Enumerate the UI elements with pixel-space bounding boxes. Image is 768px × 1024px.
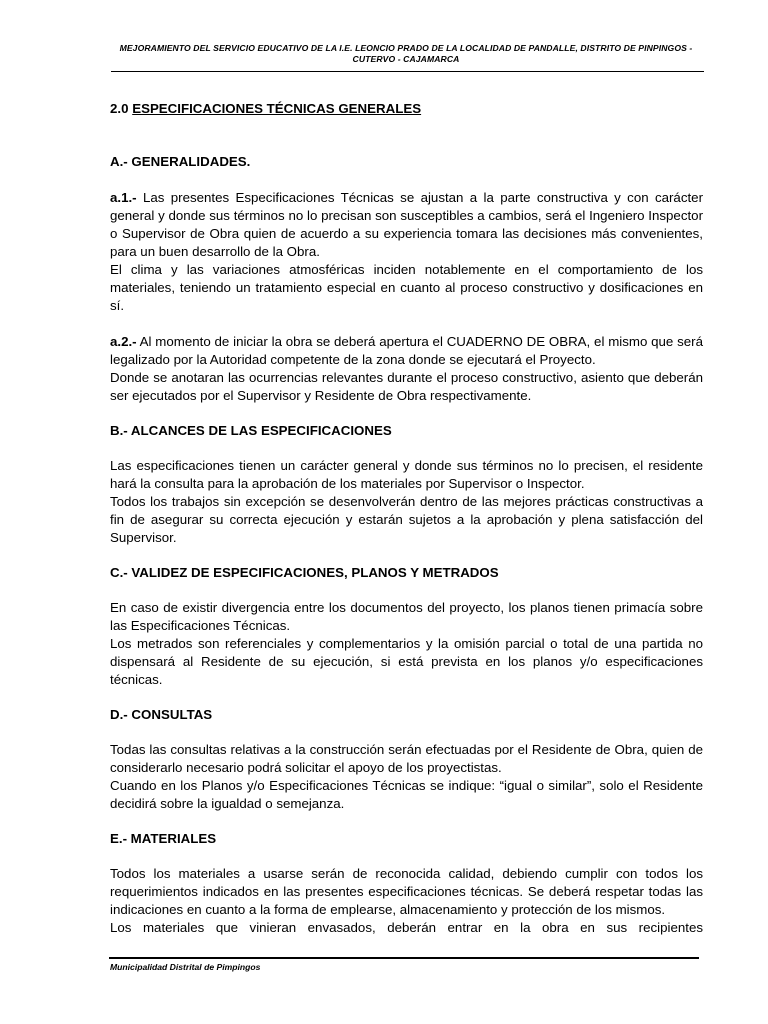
paragraph-a1-text: Las presentes Especificaciones Técnicas se ajustan a la parte constructiva y con carácter general y donde sus términos no lo precisan son susceptibles a cambios, será el Ingeniero Inspector o Supervisor de Obra quien de acuerdo a su experiencia tomara las decisiones más convenientes, para un buen desarrollo de la Obra. — [110, 190, 703, 259]
paragraph-a2-ocurrencias: Donde se anotaran las ocurrencias relevantes durante el proceso constructivo, asiento que deberán ser ejecutados por el Supervisor y Residente de Obra respectivamente. — [110, 370, 703, 403]
paragraph-a1-label: a.1.- — [110, 190, 137, 205]
paragraph-a1-clima: El clima y las variaciones atmosféricas inciden notablemente en el comportamiento de los materiales, teniendo un tratamiento especial en cuanto al proceso constructivo y dosificaciones en sí. — [110, 262, 703, 313]
heading-validez: C.- VALIDEZ DE ESPECIFICACIONES, PLANOS Y METRADOS — [110, 565, 499, 580]
paragraph-a2 — [110, 333, 703, 369]
page-header-title: MEJORAMIENTO DEL SERVICIO EDUCATIVO DE LA I.E. LEONCIO PRADO DE LA LOCALIDAD DE PANDALLE, DISTRITO DE PINPINGOS - CUTERVO - CAJAMARCA — [119, 43, 693, 64]
heading-materiales: E.- MATERIALES — [110, 831, 217, 846]
paragraph-d1: Todas las consultas relativas a la construcción serán efectuadas por el Residente de Obra, quien de considerarlo necesario podrá solicitar el apoyo de los proyectistas. — [110, 742, 703, 775]
heading-consultas: D.- CONSULTAS — [110, 707, 213, 722]
paragraph-e1: Todos los materiales a usarse serán de reconocida calidad, debiendo cumplir con todos los requerimientos indicados en las presentes especificaciones técnicas. Se deberá respetar todas las indicaciones en cuanto a la forma de emplearse, almacenamiento y protección de los mismos. — [110, 866, 703, 917]
heading-generalidades: A.- GENERALIDADES. — [110, 154, 251, 169]
paragraph-a1 — [110, 189, 703, 261]
document-body — [110, 100, 703, 937]
paragraph-d2: Cuando en los Planos y/o Especificaciones Técnicas se indique: “igual o similar”, solo el Residente decidirá sobre la igualdad o semejanza. — [110, 778, 703, 811]
section-title — [110, 100, 703, 118]
paragraph-a2-text: Al momento de iniciar la obra se deberá apertura el CUADERNO DE OBRA, el mismo que será legalizado por la Autoridad competente de la zona donde se ejecutará el Proyecto. — [110, 334, 703, 367]
paragraph-e2: Los materiales que vinieran envasados, deberán entrar en la obra en sus recipientes — [110, 920, 703, 935]
page-footer: Municipalidad Distrital de Pimpingos — [110, 962, 261, 972]
paragraph-c1: En caso de existir divergencia entre los documentos del proyecto, los planos tienen primacía sobre las Especificaciones Técnicas. — [110, 600, 703, 633]
section-title-text: ESPECIFICACIONES TÉCNICAS GENERALES — [132, 101, 422, 116]
paragraph-a2-label: a.2.- — [110, 334, 137, 349]
paragraph-b2: Todos los trabajos sin excepción se desenvolverán dentro de las mejores prácticas constructivas a fin de asegurar su correcta ejecución y estarán sujetos a la aprobación y plena satisfacción del Supervisor. — [110, 494, 703, 545]
header-divider — [111, 71, 704, 72]
footer-divider — [109, 957, 699, 959]
paragraph-b1: Las especificaciones tienen un carácter general y donde sus términos no lo precisen, el residente hará la consulta para la aprobación de los materiales por Supervisor o Inspector. — [110, 458, 703, 491]
section-number: 2.0 — [110, 101, 129, 116]
paragraph-c2: Los metrados son referenciales y complementarios y la omisión parcial o total de una partida no dispensará al Residente de su ejecución, si está prevista en los planos y/o especificaciones técnicas. — [110, 636, 703, 687]
heading-alcances: B.- ALCANCES DE LAS ESPECIFICACIONES — [110, 423, 392, 438]
